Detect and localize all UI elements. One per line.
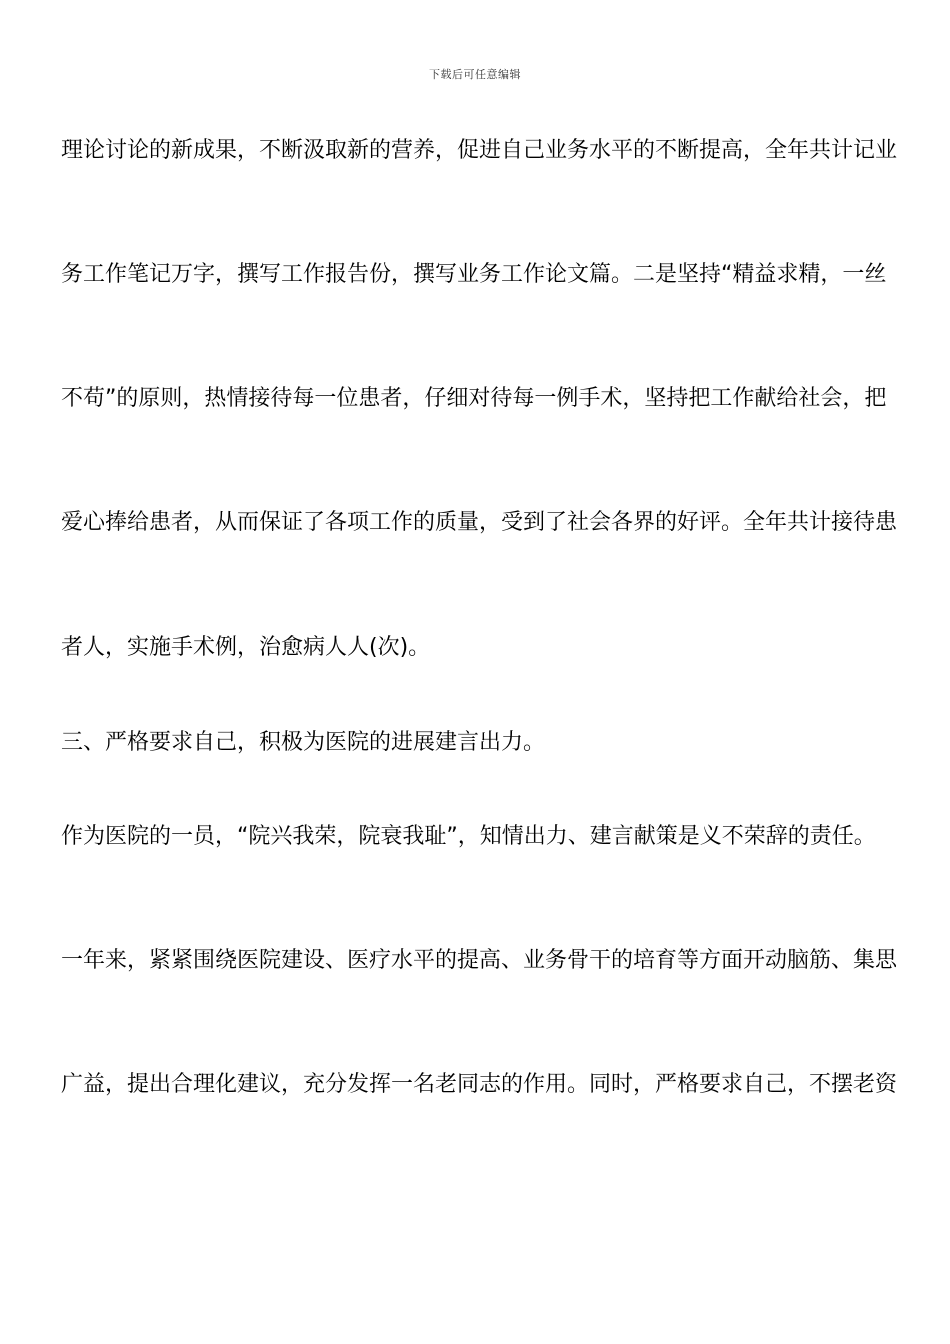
- body-line-9: 广益，提出合理化建议，充分发挥一名老同志的作用。同时，严格要求自己，不摆老资: [61, 1072, 898, 1097]
- body-line-7: 作为医院的一员，“院兴我荣，院衰我耻”，知情出力、建言献策是义不荣辞的责任。: [61, 824, 876, 849]
- body-line-4: 爱心捧给患者，从而保证了各项工作的质量，受到了社会各界的好评。全年共计接待患: [61, 510, 898, 535]
- section-heading: 三、严格要求自己，积极为医院的进展建言出力。: [61, 730, 546, 755]
- body-line-2: 务工作笔记万字，撰写工作报告份，撰写业务工作论文篇。二是坚持“精益求精，一丝: [61, 262, 887, 287]
- body-line-5: 者人，实施手术例，治愈病人人(次)。: [61, 635, 431, 660]
- page-header: 下载后可任意编辑: [429, 68, 521, 81]
- body-line-1: 理论讨论的新成果，不断汲取新的营养，促进自己业务水平的不断提高，全年共计记业: [61, 138, 898, 163]
- body-line-3: 不苟”的原则，热情接待每一位患者，仔细对待每一例手术，坚持把工作献给社会，把: [61, 386, 887, 411]
- body-line-8: 一年来，紧紧围绕医院建设、医疗水平的提高、业务骨干的培育等方面开动脑筋、集思: [61, 948, 898, 973]
